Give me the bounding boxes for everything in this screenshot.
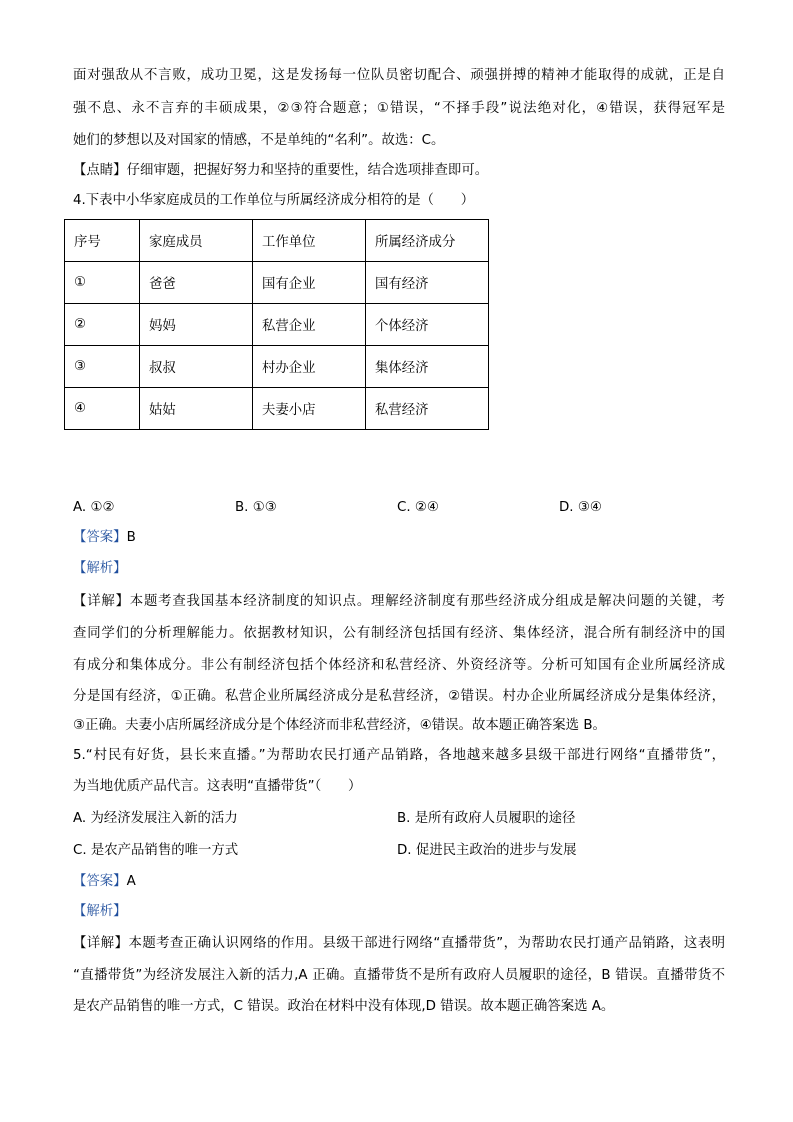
detail-tag: 【详解】 — [73, 594, 130, 609]
table-cell: 村办企业 — [253, 346, 366, 388]
q5-stem-line-2: 为当地优质产品代言。这表明“直播带货”（ ） — [73, 779, 362, 794]
family-table — [64, 219, 489, 430]
q5-detail-line-2: “直播带货”为经济发展注入新的活力,A 正确。直播带货不是所有政府人员履职的途径，B 错误。直播带货不 — [73, 968, 725, 983]
q5-detail-line-3: 是农产品销售的唯一方式，C 错误。政治在材料中没有体现,D 错误。故本题正确答案选 A。 — [73, 999, 615, 1014]
q4-option-b: B. ①③ — [235, 500, 277, 515]
prev-explanation-line-1: 面对强敌从不言败，成功卫冕，这是发扬每一位队员密切配合、顽强拼搏的精神才能取得的成就，正是自 — [73, 68, 725, 83]
q5-stem-line-1: 5.“村民有好货，县长来直播。”为帮助农民打通产品销路，各地越来越多县级干部进行网络“直播带货”， — [73, 748, 725, 763]
answer-value: B — [126, 530, 136, 545]
q5-option-d: D. 促进民主政治的进步与发展 — [397, 843, 577, 858]
table-cell: 爸爸 — [140, 262, 253, 304]
q5-detail-line-1 — [73, 934, 725, 954]
table-header-cell: 所属经济成分 — [366, 220, 489, 262]
q5-option-c: C. 是农产品销售的唯一方式 — [73, 843, 239, 858]
table-header-cell: 序号 — [65, 220, 140, 262]
prev-tip — [73, 161, 725, 181]
detail-text: 本题考查我国基本经济制度的知识点。理解经济制度有那些经济成分组成是解决问题的关键，考 — [129, 594, 725, 609]
q5-analysis-tag: 【解析】 — [73, 904, 127, 919]
table-cell: ② — [65, 304, 140, 346]
q4-option-c: C. ②④ — [397, 500, 439, 515]
tip-text: 仔细审题，把握好努力和坚持的重要性，结合选项排查即可。 — [126, 163, 489, 178]
detail-text: 本题考查正确认识网络的作用。县级干部进行网络“直播带货”，为帮助农民打通产品销路，这表明 — [128, 936, 725, 951]
table-cell: 集体经济 — [366, 346, 489, 388]
q4-detail-line-5: ③正确。夫妻小店所属经济成分是个体经济而非私营经济，④错误。故本题正确答案选 B。 — [73, 718, 606, 733]
q4-answer — [73, 528, 725, 548]
table-cell: ① — [65, 262, 140, 304]
table-header-cell: 工作单位 — [253, 220, 366, 262]
detail-tag: 【详解】 — [73, 936, 129, 951]
q5-option-a: A. 为经济发展注入新的活力 — [73, 811, 238, 826]
q4-stem: 4.下表中小华家庭成员的工作单位与所属经济成分相符的是（ ） — [73, 193, 475, 208]
table-cell: ④ — [65, 388, 140, 430]
table-cell: 个体经济 — [366, 304, 489, 346]
q4-detail-line-3: 有成分和集体成分。非公有制经济包括个体经济和私营经济、外资经济等。分析可知国有企业所属经济成 — [73, 658, 725, 673]
tip-tag: 【点睛】 — [73, 163, 127, 178]
q4-detail-line-2: 查同学们的分析理解能力。依据教材知识，公有制经济包括国有经济、集体经济，混合所有制经济中的国 — [73, 626, 725, 641]
q4-analysis-tag: 【解析】 — [73, 561, 127, 576]
table-cell: 私营企业 — [253, 304, 366, 346]
table-row — [65, 304, 489, 346]
answer-tag: 【答案】 — [73, 530, 127, 545]
q4-detail-line-4: 分是国有经济，①正确。私营企业所属经济成分是私营经济，②错误。村办企业所属经济成分是集体经济， — [73, 689, 725, 704]
prev-explanation-line-3: 她们的梦想以及对国家的情感，不是单纯的“名利”。故选：C。 — [73, 133, 445, 148]
table-row — [65, 262, 489, 304]
q5-answer — [73, 872, 725, 892]
table-cell: 妈妈 — [140, 304, 253, 346]
q4-option-d: D. ③④ — [559, 500, 602, 515]
table-cell: 国有企业 — [253, 262, 366, 304]
prev-explanation-line-2: 强不息、永不言弃的丰硕成果，②③符合题意；①错误，“不择手段”说法绝对化，④错误，获得冠军是 — [73, 101, 725, 116]
table-row — [65, 346, 489, 388]
table-cell: 叔叔 — [140, 346, 253, 388]
table-row — [65, 388, 489, 430]
table-header-cell: 家庭成员 — [140, 220, 253, 262]
table-cell: 私营经济 — [366, 388, 489, 430]
table-cell: 国有经济 — [366, 262, 489, 304]
table-cell: 姑姑 — [140, 388, 253, 430]
table-header-row — [65, 220, 489, 262]
answer-tag: 【答案】 — [73, 874, 127, 889]
answer-value: A — [126, 874, 136, 889]
q5-option-b: B. 是所有政府人员履职的途径 — [397, 811, 576, 826]
q4-option-a: A. ①② — [73, 500, 115, 515]
q4-detail-line-1 — [73, 592, 725, 612]
table-cell: 夫妻小店 — [253, 388, 366, 430]
table-cell: ③ — [65, 346, 140, 388]
